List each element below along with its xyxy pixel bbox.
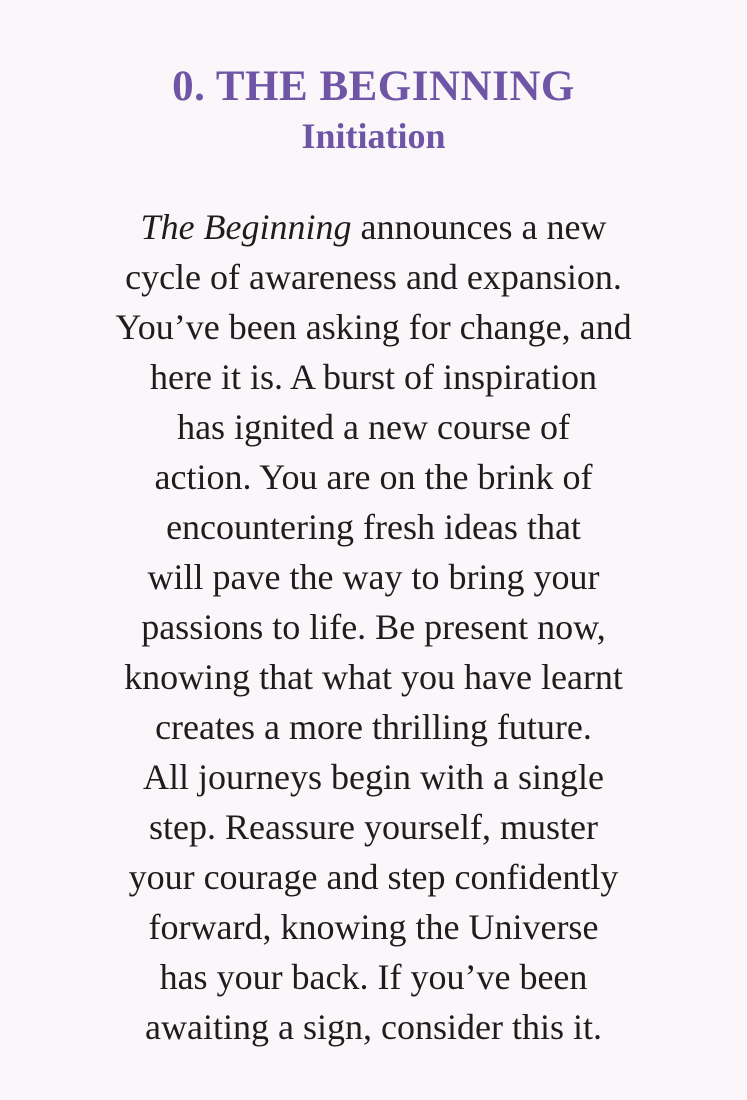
description-line: creates a more thrilling future. [155,707,592,747]
description-line: action. You are on the brink of [154,457,593,497]
description-line: awaiting a sign, consider this it. [145,1007,602,1047]
card-description [40,202,707,1052]
description-line: here it is. A burst of inspiration [150,357,597,397]
description-line: knowing that what you have learnt [124,657,623,697]
card-subtitle: Initiation [301,116,446,156]
description-line: step. Reassure yourself, muster [149,807,598,847]
description-lead-italic: The Beginning [140,207,352,247]
description-line: All journeys begin with a single [143,757,604,797]
description-line: your courage and step confidently [128,857,619,897]
description-line-text: announces a new [351,207,607,247]
description-line: has ignited a new course of [177,407,570,447]
description-line: has your back. If you’ve been [159,957,588,997]
description-line: encountering fresh ideas that [166,507,581,547]
description-line: cycle of awareness and expansion. [125,257,622,297]
description-line: passions to life. Be present now, [141,607,606,647]
description-line: forward, knowing the Universe [148,907,599,947]
card-title: 0. THE BEGINNING [172,63,575,110]
description-line [40,202,707,252]
description-line: will pave the way to bring your [147,557,600,597]
description-line: You’ve been asking for change, and [115,307,632,347]
